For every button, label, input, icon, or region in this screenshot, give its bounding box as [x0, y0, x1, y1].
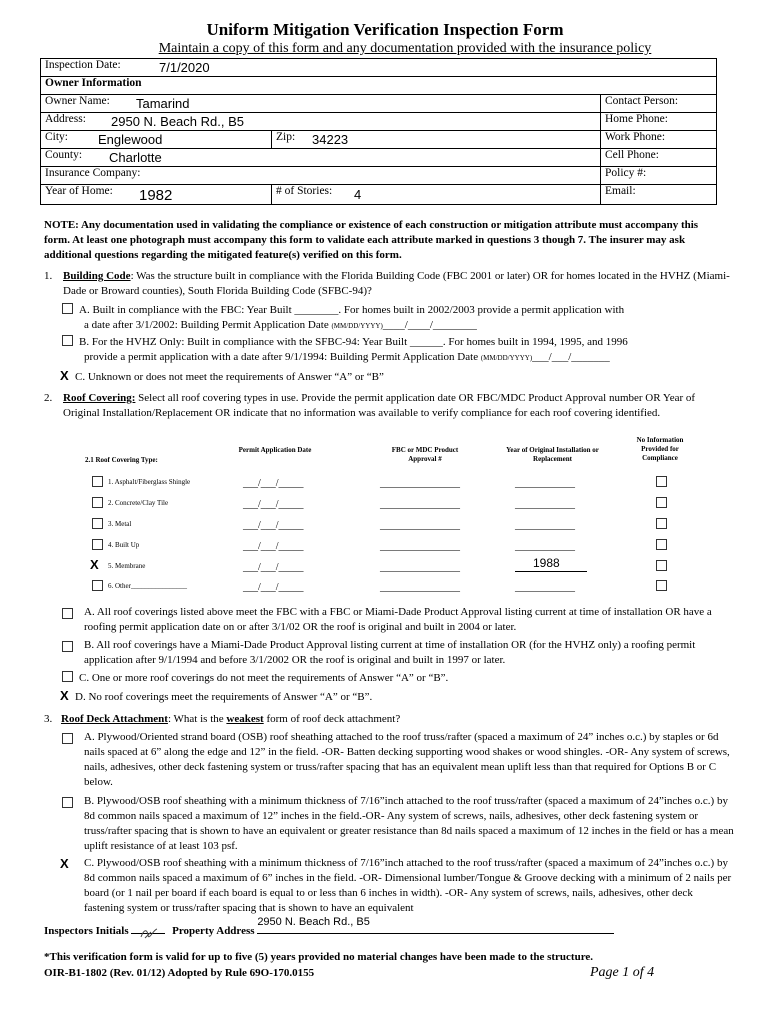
q2-text-block	[63, 391, 734, 421]
rc-row-1-label: 1. Asphalt/Fiberglass Shingle	[108, 478, 191, 486]
inspection-date-field[interactable]: 7/1/2020	[159, 60, 210, 75]
rc-row-1-fbc[interactable]: ________________	[380, 478, 460, 489]
q2-c-checkbox[interactable]	[62, 671, 73, 682]
rc-row-1-noinfo-checkbox[interactable]	[656, 476, 667, 487]
rc-row-4-fbc[interactable]: ________________	[380, 541, 460, 552]
q1-text-block	[63, 269, 734, 299]
q1-b-line2: provide a permit application with a date after 9/1/1994: Building Permit Application Date	[84, 351, 479, 363]
q1-title: Building Code	[63, 270, 131, 282]
q3-option-c[interactable]	[60, 856, 734, 918]
rc-col-noinfo: No Information Provided for Compliance	[636, 436, 684, 462]
q1-number: 1.	[44, 270, 53, 282]
q3-option-a[interactable]	[62, 730, 734, 790]
rc-row-5-year[interactable]: 1988	[533, 556, 560, 570]
rc-row-3-label: 3. Metal	[108, 520, 132, 528]
cell-phone-cell[interactable]	[600, 149, 716, 167]
rc-row-3-noinfo-checkbox[interactable]	[656, 518, 667, 529]
stories-cell	[272, 185, 601, 205]
policy-number-label: Policy #:	[604, 167, 647, 179]
inspector-initials-label: Inspectors Initials	[44, 925, 129, 937]
q3-text-a: : What is the	[167, 713, 227, 725]
rc-row-5-checkbox-checked[interactable]: X	[90, 557, 99, 572]
rc-row-3-date[interactable]: ___/___/_____	[243, 520, 304, 531]
city-cell	[41, 131, 272, 149]
rc-col-type: 2.1 Roof Covering Type:	[85, 456, 158, 464]
q1-b-format: (MM/DD/YYYY)	[480, 354, 533, 362]
year-of-home-field[interactable]: 1982	[139, 187, 173, 204]
rc-row-1-date[interactable]: ___/___/_____	[243, 478, 304, 489]
q1-a-checkbox[interactable]	[62, 303, 73, 314]
rc-row-5-date[interactable]: ___/___/_____	[243, 562, 304, 573]
q2-c-text: C. One or more roof coverings do not meet the requirements of Answer “A” or “B”.	[79, 672, 449, 684]
rc-row-4-year[interactable]: ____________	[515, 541, 575, 552]
inspection-date-label: Inspection Date:	[45, 59, 121, 71]
q1-c-text: C. Unknown or does not meet the requirements of Answer “A” or “B”	[75, 371, 384, 383]
rc-col-year: Year of Original Installation or Replacement	[506, 446, 599, 463]
work-phone-label: Work Phone:	[604, 131, 666, 143]
rc-row-1-year[interactable]: ____________	[515, 478, 575, 489]
q1-text: : Was the structure built in compliance with the Florida Building Code (FBC 2001 or later) OR for homes located in the HVHZ (Miami-Dade or Broward counties), South Florida Building Code (SFBC-94)?	[63, 270, 730, 297]
rc-row-6-fbc[interactable]: ________________	[380, 582, 460, 593]
insurance-company-label: Insurance Company:	[45, 167, 141, 179]
q3-b-text: B. Plywood/OSB roof sheathing with a minimum thickness of 7/16”inch attached to the roof truss/rafter (spaced a maximum of 24”inches o.c.) by 8d common nails spaced a maximum of 12” inches in the field.-OR- Any system of screws, nails, adhesives, other deck fastening system or truss/rafter spacing that is shown to have an equivalent or greater resistance than 8d nails spaced a maximum of 12 inches in the field or has a mean uplift resistance of at least 103 psf.	[84, 795, 734, 852]
q2-roof-covering	[44, 391, 734, 421]
rc-row-6-checkbox[interactable]	[92, 580, 103, 591]
q2-text: Select all roof covering types in use. Provide the permit application date OR FBC/MDC Product Approval number OR Year of Original Installation/Replacement OR indicate that no information was available to verify compliance for each roof covering identified.	[63, 392, 696, 419]
rc-row-5-noinfo-checkbox[interactable]	[656, 560, 667, 571]
cell-phone-label: Cell Phone:	[604, 149, 659, 161]
rc-row-6-noinfo-checkbox[interactable]	[656, 580, 667, 591]
home-phone-cell[interactable]	[600, 113, 716, 131]
q3-c-text: C. Plywood/OSB roof sheathing with a minimum thickness of 7/16”inch attached to the roof truss/rafter (spaced a maximum of 24”inches o.c.) by 8d common nails spaced a maximum of 6” inches in the field. -OR- Dimensional lumber/Tongue & Groove decking with a minimum of 2 nails per board (or 1 nail per board if each board is equal to or less than 6 inches in width). -OR- Any system of screws, nails, adhesives, other deck fastening system or truss/rafter spacing that is shown to have an equivalent	[84, 857, 732, 914]
email-cell[interactable]	[600, 185, 716, 205]
q3-weakest: weakest	[226, 713, 264, 725]
inspection-date-cell	[41, 59, 717, 77]
owner-info-table	[40, 58, 717, 205]
q2-d-text: D. No roof coverings meet the requirements of Answer “A” or “B”.	[75, 691, 373, 703]
county-cell	[41, 149, 601, 167]
zip-label: Zip:	[276, 131, 296, 143]
rc-row-5-year-line	[515, 571, 587, 572]
city-label: City:	[45, 131, 69, 143]
rc-row-6-date[interactable]: ___/___/_____	[243, 582, 304, 593]
owner-info-heading: Owner Information	[41, 77, 717, 95]
email-label: Email:	[604, 185, 636, 197]
q2-b-checkbox[interactable]	[62, 641, 73, 652]
q2-number: 2.	[44, 392, 53, 404]
q1-a-line2: a date after 3/1/2002: Building Permit Application Date	[84, 319, 329, 331]
form-subtitle: Maintain a copy of this form and any documentation provided with the insurance policy	[158, 41, 652, 56]
rc-row-2-noinfo-checkbox[interactable]	[656, 497, 667, 508]
q1-option-a[interactable]	[62, 303, 732, 334]
inspector-initials	[44, 916, 614, 937]
zip-cell	[272, 131, 601, 149]
q2-a-text: A. All roof coverings listed above meet the FBC with a FBC or Miami-Dade Product Approval listing current at time of installation OR have a roofing permit application date on or after 3/1/02 OR the roof is original and built in 2004 or later.	[84, 606, 712, 633]
q2-b-text: B. All roof coverings have a Miami-Dade Product Approval listing current at time of installation OR (for the HVHZ only) a roofing permit application after 9/1/1994 and before 3/1/2002 OR the roof is original and built in 1997 or later.	[84, 639, 696, 666]
year-of-home-cell	[41, 185, 272, 205]
contact-person-label: Contact Person:	[604, 95, 679, 107]
property-address-value: 2950 N. Beach Rd., B5	[257, 916, 370, 928]
documentation-note: NOTE: Any documentation used in validating the compliance or existence of each construction or mitigation attribute must accompany this form. At least one photograph must accompany this form to validate each attribute marked in questions 3 though 7. The insurer may ask additional questions regarding the mitigated feature(s) verified on this form.	[44, 219, 699, 261]
rc-row-2-year[interactable]: ____________	[515, 499, 575, 510]
q1-b-checkbox[interactable]	[62, 335, 73, 346]
address-field[interactable]: 2950 N. Beach Rd., B5	[111, 114, 244, 129]
q2-title: Roof Covering:	[63, 392, 136, 404]
insurance-company-cell[interactable]	[41, 167, 601, 185]
stories-label: # of Stories:	[276, 185, 333, 197]
q3-a-text: A. Plywood/Oriented strand board (OSB) roof sheathing attached to the roof truss/rafter (spaced a maximum of 24” inches o.c.) by staples or 6d nails spaced at 6” along the edge and 12” in the field. -OR- Batten decking supporting wood shakes or wood shingles. -OR- Any system of screws, nails, adhesives, other deck fastening system or truss/rafter spacing that has an equivalent mean uplift less than that required for Options B or C below.	[84, 731, 730, 788]
rc-row-5-fbc[interactable]: ________________	[380, 562, 460, 573]
city-field[interactable]: Englewood	[98, 132, 163, 147]
q3-c-checkbox-checked[interactable]: X	[60, 856, 69, 871]
q2-d-checkbox-checked[interactable]: X	[60, 688, 69, 703]
form-title: Uniform Mitigation Verification Inspection Form	[206, 20, 564, 39]
validity-statement: *This verification form is valid for up to five (5) years provided no material changes have been made to the structure.	[44, 951, 594, 963]
q1-b-line1: B. For the HVHZ Only: Built in compliance with the SFBC-94: Year Built ______. For homes built in 1994, 1995, and 1996	[79, 336, 628, 348]
rc-row-4-label: 4. Built Up	[108, 541, 140, 549]
q1-c-checkbox-checked[interactable]: X	[60, 368, 69, 383]
contact-person-cell[interactable]	[600, 95, 716, 113]
q3-title: Roof Deck Attachment	[61, 713, 168, 725]
rc-row-5-label: 5. Membrane	[108, 562, 146, 570]
stories-field[interactable]: 4	[354, 187, 362, 202]
rc-row-2-checkbox[interactable]	[92, 497, 103, 508]
inspector-initials-field[interactable]	[131, 933, 165, 934]
address-cell	[41, 113, 601, 131]
rc-row-2-date[interactable]: ___/___/_____	[243, 499, 304, 510]
rc-row-3-checkbox[interactable]	[92, 518, 103, 529]
q1-a-line1: A. Built in compliance with the FBC: Year Built ________. For homes built in 2002/2003 provide a permit application with	[79, 304, 625, 316]
zip-field[interactable]: 34223	[312, 132, 349, 147]
rc-row-4-date[interactable]: ___/___/_____	[243, 541, 304, 552]
q3-roof-deck-attachment	[44, 712, 734, 727]
address-label: Address:	[45, 113, 86, 125]
q3-number: 3.	[44, 713, 53, 725]
q1-b-date-blank[interactable]: ___/___/_______	[532, 351, 610, 363]
property-address-label: Property Address	[172, 925, 255, 937]
rc-row-3-year[interactable]: ____________	[515, 520, 575, 531]
q1-a-date-blank[interactable]: ____/____/________	[382, 319, 477, 331]
q3-option-b[interactable]	[62, 794, 734, 854]
rc-row-2-fbc[interactable]: ________________	[380, 499, 460, 510]
q2-option-b[interactable]	[62, 638, 734, 668]
owner-name-label: Owner Name:	[45, 95, 110, 107]
q1-a-format: (MM/DD/YYYY)	[331, 322, 383, 330]
work-phone-cell[interactable]	[600, 131, 716, 149]
q2-option-a[interactable]	[62, 605, 734, 635]
q3-b-checkbox[interactable]	[62, 797, 73, 808]
q2-option-c[interactable]	[62, 671, 734, 686]
initials-signature-icon	[139, 927, 161, 941]
q2-option-d[interactable]	[60, 688, 732, 705]
owner-name-field[interactable]: Tamarind	[136, 96, 190, 111]
page-number: Page 1 of 4	[590, 965, 655, 980]
county-label: County:	[45, 149, 83, 161]
rc-row-6-label: 6. Other________________	[108, 582, 187, 590]
rc-row-1-checkbox[interactable]	[92, 476, 103, 487]
rc-row-3-fbc[interactable]: ________________	[380, 520, 460, 531]
owner-name-cell	[41, 95, 601, 113]
form-id: OIR-B1-1802 (Rev. 01/12) Adopted by Rule 69O-170.0155	[44, 967, 315, 979]
rc-row-6-year[interactable]: ____________	[515, 582, 575, 593]
home-phone-label: Home Phone:	[604, 113, 668, 125]
q1-building-code	[44, 269, 734, 299]
county-field[interactable]: Charlotte	[109, 150, 162, 165]
policy-number-cell[interactable]	[600, 167, 716, 185]
q1-option-b[interactable]	[62, 335, 732, 366]
rc-col-permit: Permit Application Date	[238, 446, 312, 454]
q3-text-b: form of roof deck attachment?	[263, 713, 401, 725]
q3-a-checkbox[interactable]	[62, 733, 73, 744]
rc-row-2-label: 2. Concrete/Clay Tile	[108, 499, 169, 507]
q2-a-checkbox[interactable]	[62, 608, 73, 619]
q1-option-c[interactable]	[60, 368, 730, 385]
rc-row-4-noinfo-checkbox[interactable]	[656, 539, 667, 550]
rc-row-4-checkbox[interactable]	[92, 539, 103, 550]
year-of-home-label: Year of Home:	[45, 185, 113, 197]
property-address-field[interactable]	[257, 916, 614, 934]
rc-col-fbc: FBC or MDC Product Approval #	[391, 446, 459, 463]
